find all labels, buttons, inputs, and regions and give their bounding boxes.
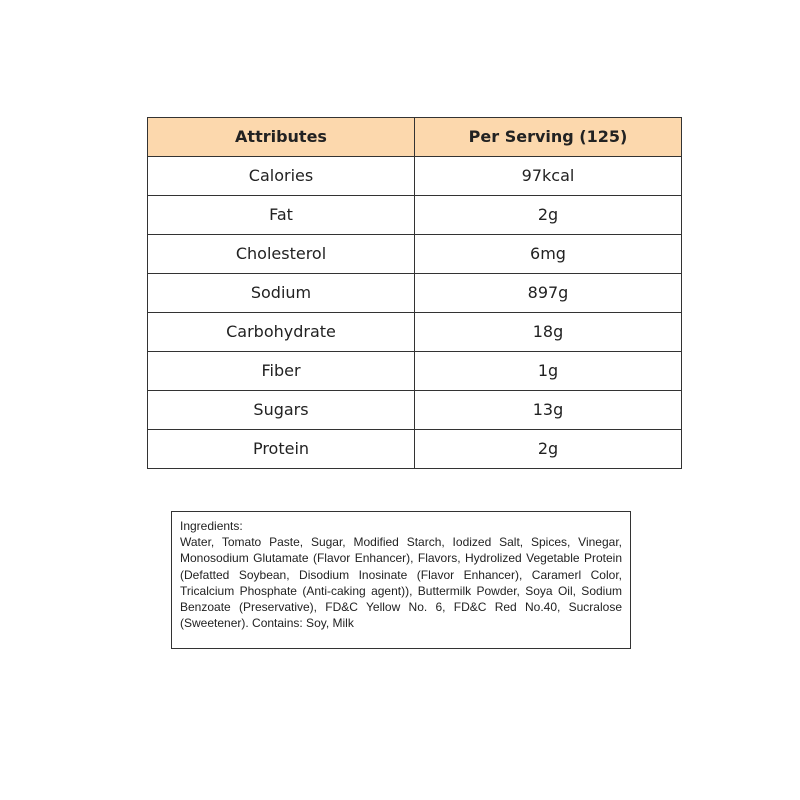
attribute-cell: Fiber: [148, 352, 415, 391]
table-row: [148, 157, 682, 196]
table-row: [148, 313, 682, 352]
attribute-cell: Sugars: [148, 391, 415, 430]
attribute-cell: Cholesterol: [148, 235, 415, 274]
value-cell: 897g: [415, 274, 682, 313]
nutrition-table: [147, 117, 682, 469]
value-cell: 2g: [415, 430, 682, 469]
table-row: [148, 274, 682, 313]
ingredients-box: [171, 511, 631, 649]
value-cell: 97kcal: [415, 157, 682, 196]
value-cell: 18g: [415, 313, 682, 352]
attribute-cell: Carbohydrate: [148, 313, 415, 352]
table-row: [148, 352, 682, 391]
value-cell: 1g: [415, 352, 682, 391]
column-header-attributes: Attributes: [148, 118, 415, 157]
attribute-cell: Sodium: [148, 274, 415, 313]
column-header-per-serving: Per Serving (125): [415, 118, 682, 157]
table-header-row: [148, 118, 682, 157]
ingredients-text: Water, Tomato Paste, Sugar, Modified Starch, Iodized Salt, Spices, Vinegar, Monosodium Glutamate (Flavor Enhancer), Flavors, Hydrolized Vegetable Protein (Defatted Soybean, Disodium Inosinate (Flavor Enhancer), Caramerl Color, Tricalcium Phosphate (Anti-caking agent)), Buttermilk Powder, Soya Oil, Sodium Benzoate (Preservative), FD&C Yellow No. 6, FD&C Red No.40, Sucralose (Sweetener). Contains: Soy, Milk: [180, 535, 622, 631]
value-cell: 13g: [415, 391, 682, 430]
attribute-cell: Protein: [148, 430, 415, 469]
attribute-cell: Fat: [148, 196, 415, 235]
table-row: [148, 430, 682, 469]
value-cell: 2g: [415, 196, 682, 235]
table-row: [148, 391, 682, 430]
table-row: [148, 196, 682, 235]
ingredients-title: Ingredients:: [180, 519, 243, 533]
table-row: [148, 235, 682, 274]
attribute-cell: Calories: [148, 157, 415, 196]
value-cell: 6mg: [415, 235, 682, 274]
